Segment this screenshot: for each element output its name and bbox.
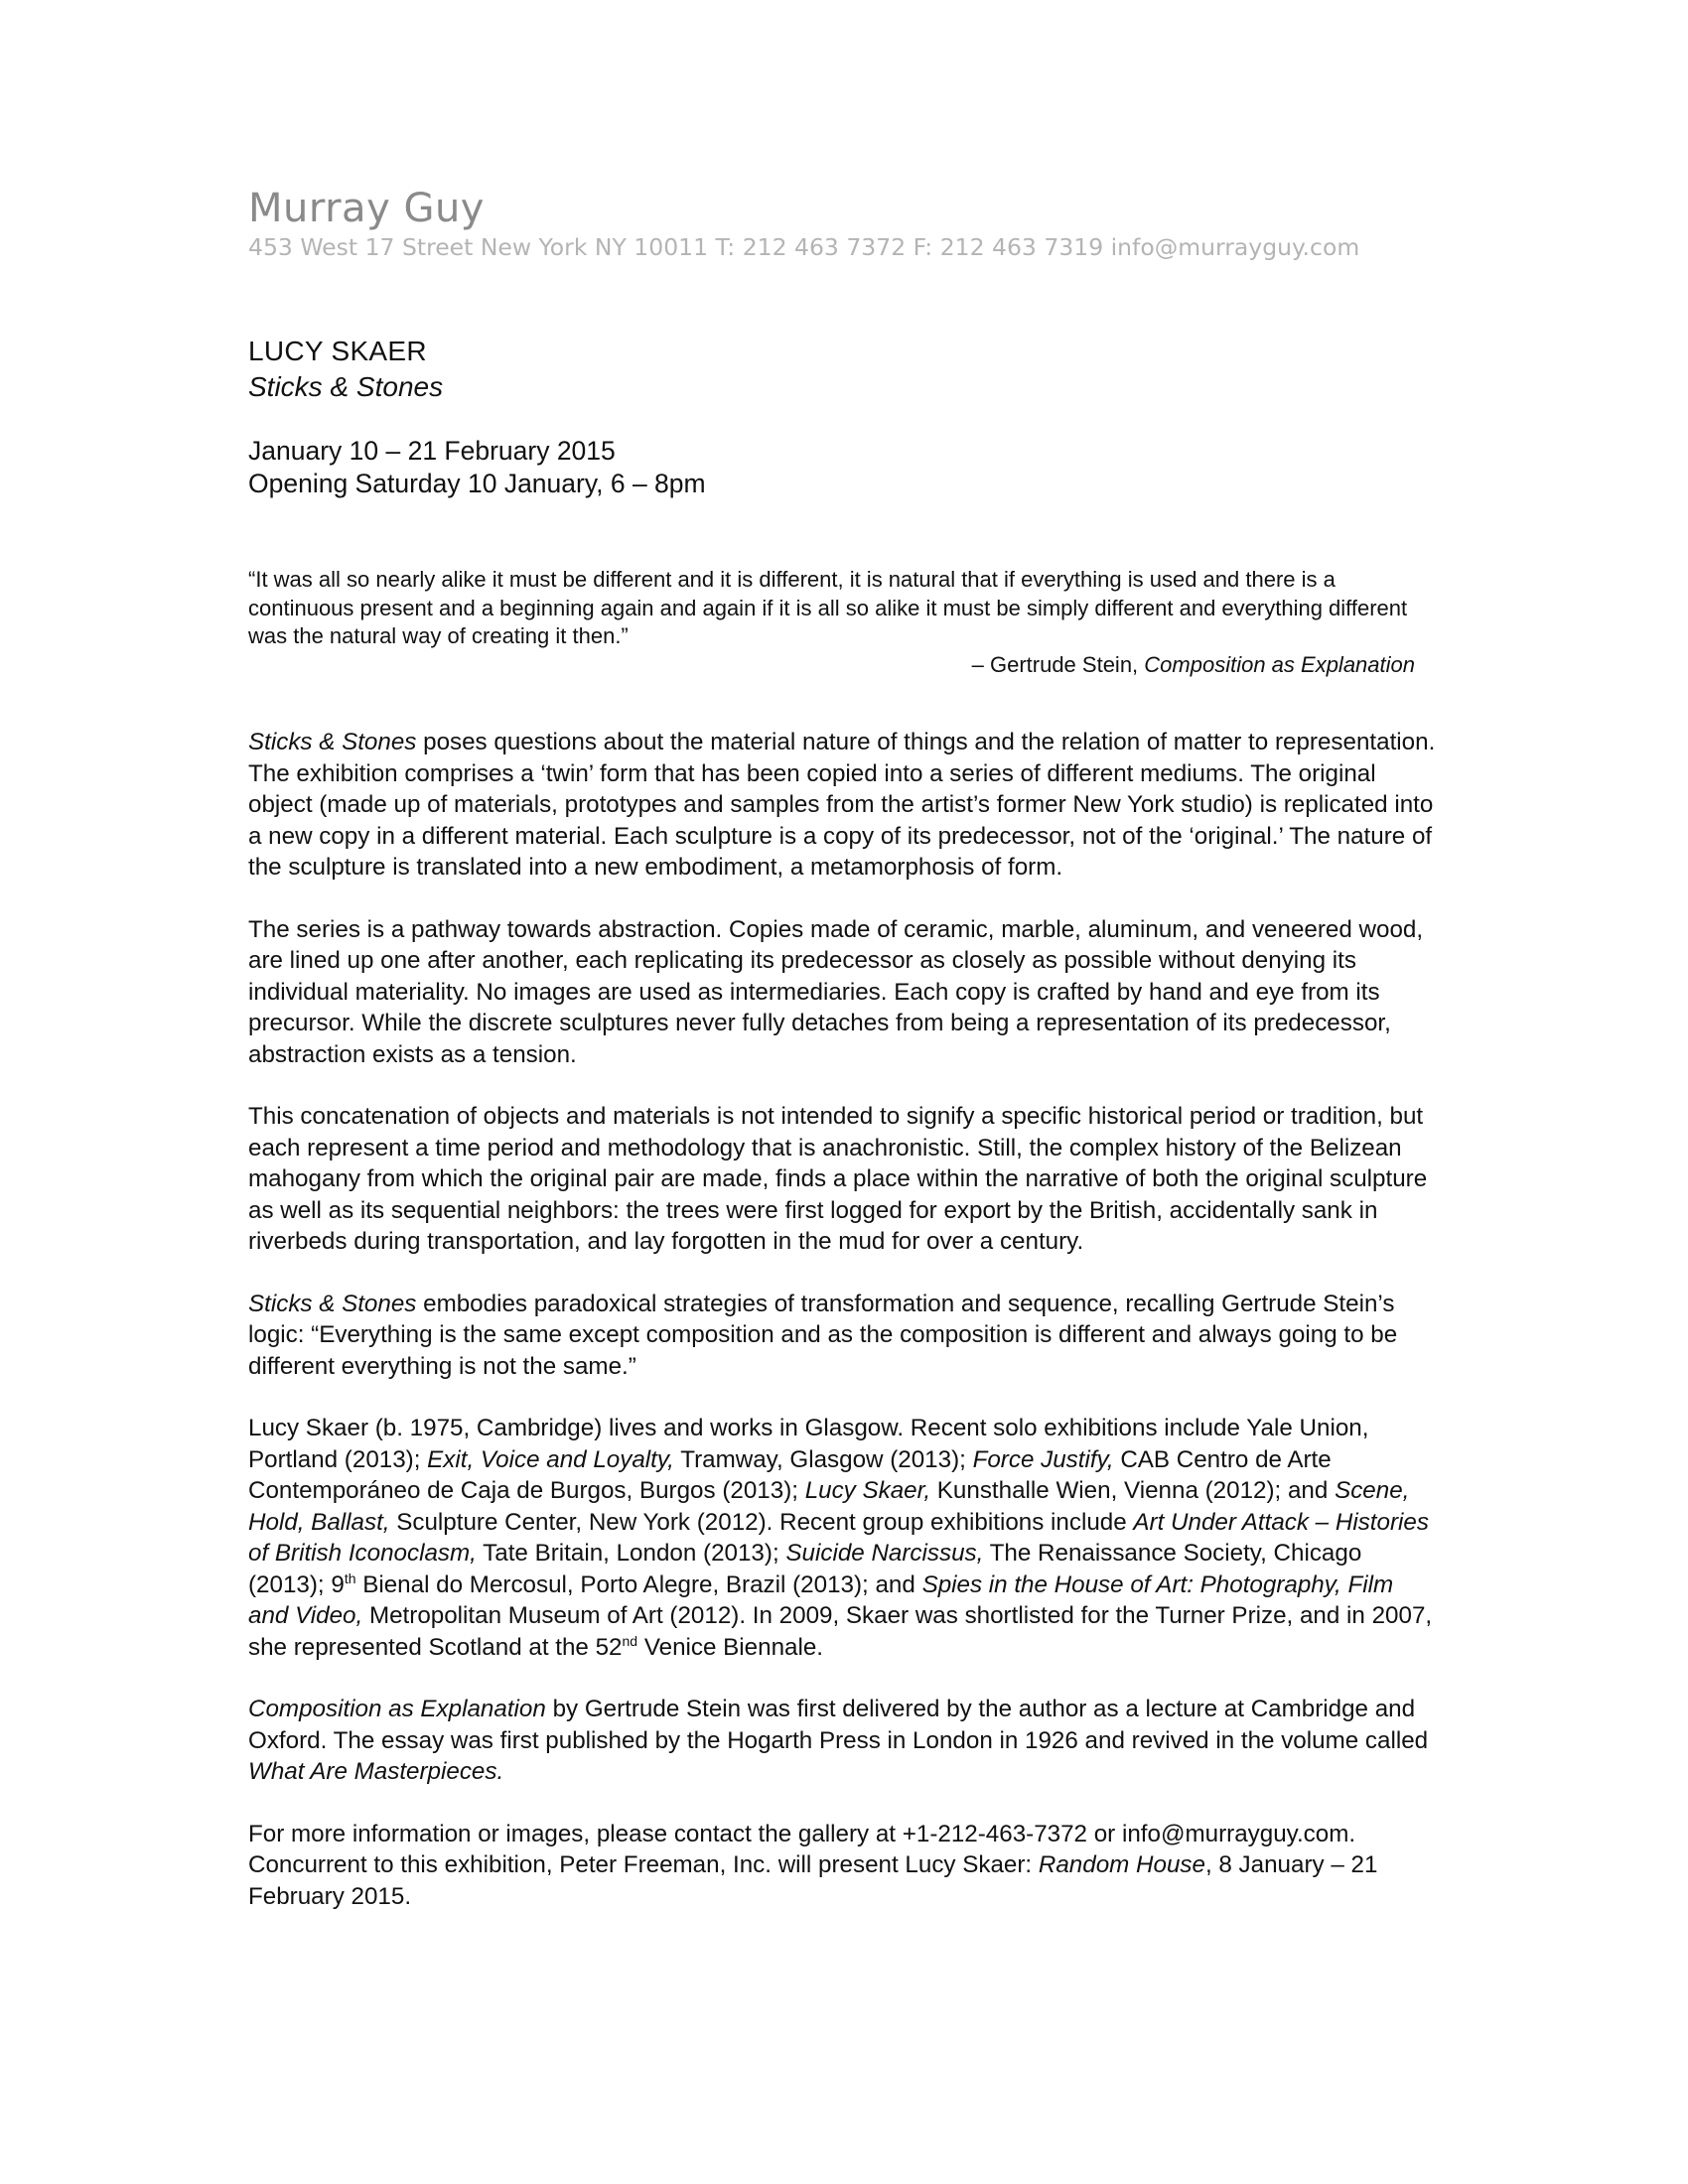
paragraph-artist-bio: Lucy Skaer (b. 1975, Cambridge) lives and works in Glasgow. Recent solo exhibitions include Yale Union, Portland (2013); Exit, Voice and Loyalty, Tramway, Glasgow (2013); Force Justify, CAB Centro de Arte Contemporáneo de Caja de Burgos, Burgos (2013); Lucy Skaer, Kunsthalle Wien, Vienna (2012); and Scene, Hold, Ballast, Sculpture Center, New York (2012). Recent group exhibitions include Art Under Attack – Histories of British Iconoclasm, Tate Britain, London (2013); Suicide Narcissus, The Renaissance Society, Chicago (2013); 9th Bienal do Mercosul, Porto Alegre, Brazil (2013); and Spies in the House of Art: Photography, Film and Video, Metropolitan Museum of Art (2012). In 2009, Skaer was shortlisted for the Turner Prize, and in 2007, she represented Scotland at the 52nd Venice Biennale. <box>248 1415 1433 1661</box>
letterhead <box>248 185 1489 262</box>
exhibition-dates: January 10 – 21 February 2015 <box>248 436 616 466</box>
paragraph-mahogany: This concatenation of objects and materials is not intended to signify a specific historical period or tradition, but each represent a time period and methodology that is anachronistic. Still, the complex history of the Belizean mahogany from which the original pair are made, finds a place within the narrative of both the original sculpture as well as its sequential neighbors: the trees were first logged for export by the British, accidentally sank in riverbeds during transportation, and lay forgotten in the mud for over a century. <box>248 1103 1428 1255</box>
exhibition-dates-block <box>248 435 1440 500</box>
document-body <box>248 334 1440 1912</box>
title-reference: Sticks & Stones <box>248 729 417 755</box>
title-reference: Sticks & Stones <box>248 1290 417 1317</box>
paragraph-stein-logic: Sticks & Stones embodies paradoxical strategies of transformation and sequence, recalling Gertrude Stein’s logic: “Everything is the same except composition and as the composition is different and always going to be different everything is not the same.” <box>248 1290 1398 1380</box>
opening-reception: Opening Saturday 10 January, 6 – 8pm <box>248 469 706 498</box>
artist-name: LUCY SKAER <box>248 336 427 366</box>
epigraph-work: Composition as Explanation <box>1144 651 1415 677</box>
epigraph-quote: “It was all so nearly alike it must be different and it is different, it is natural that if everything is used and there is a continuous present and a beginning again and again if it is all so alike it must be simply different and everything different was the natural way of creating it then.” <box>248 567 1408 648</box>
epigraph-attribution <box>248 651 1415 680</box>
paragraph-intro: Sticks & Stones poses questions about the material nature of things and the relation of matter to representation. The exhibition comprises a ‘twin’ form that has been copied into a series of different mediums. The original object (made up of materials, prototypes and samples from the artist’s former New York studio) is replicated into a new copy in a different material. Each sculpture is a copy of its predecessor, not of the ‘original.’ The nature of the sculpture is translated into a new embodiment, a metamorphosis of form. <box>248 729 1436 881</box>
gallery-name: Murray Guy <box>248 186 485 231</box>
gallery-address: 453 West 17 Street New York NY 10011 T: 212 463 7372 F: 212 463 7319 info@murrayguy.com <box>248 233 1360 261</box>
paragraph-contact: For more information or images, please contact the gallery at +1-212-463-7372 or info@murrayguy.com. Concurrent to this exhibition, Peter Freeman, Inc. will present Lucy Skaer: Random House, 8 January – 21 February 2015. <box>248 1820 1378 1910</box>
paragraph-essay-note: Composition as Explanation by Gertrude Stein was first delivered by the author as a lecture at Cambridge and Oxford. The essay was first published by the Hogarth Press in London in 1926 and revived in the volume called What Are Masterpieces. <box>248 1696 1429 1785</box>
epigraph-author: – Gertrude Stein, <box>971 651 1145 677</box>
exhibition-title: Sticks & Stones <box>248 371 444 402</box>
paragraph-abstraction: The series is a pathway towards abstraction. Copies made of ceramic, marble, aluminum, and veneered wood, are lined up one after another, each replicating its predecessor as closely as possible without denying its individual materiality. No images are used as intermediaries. Each copy is crafted by hand and eye from its precursor. While the discrete sculptures never fully detaches from being a representation of its predecessor, abstraction exists as a tension. <box>248 915 1424 1068</box>
